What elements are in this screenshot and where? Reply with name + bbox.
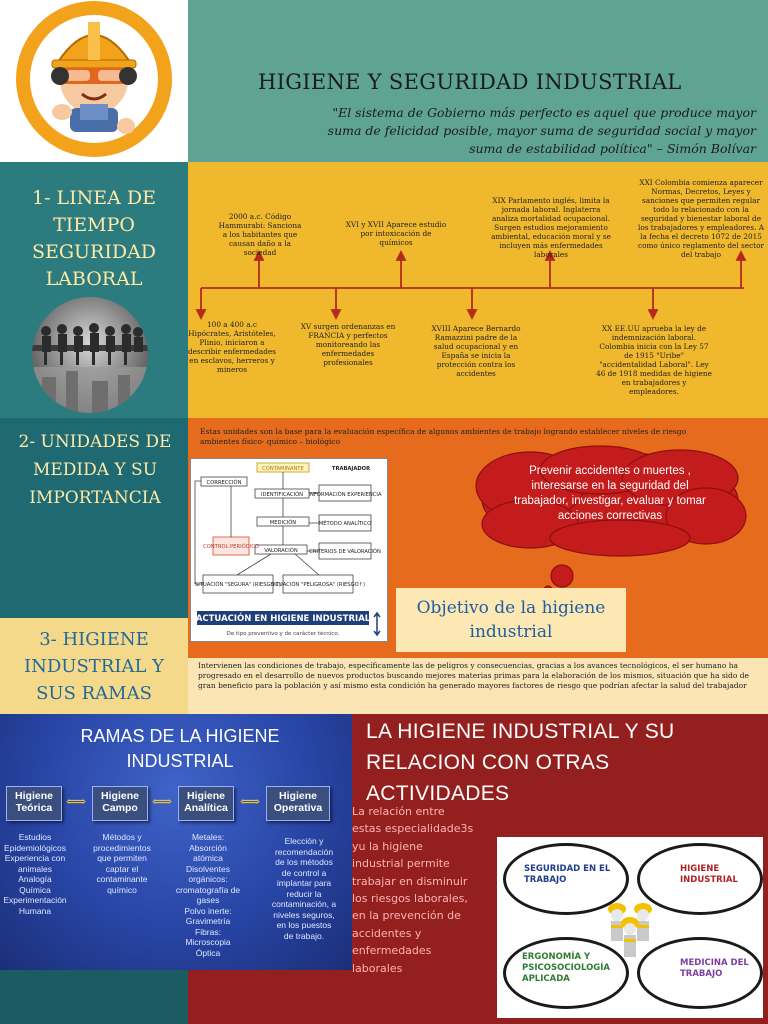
branch-desc-line: reducir la	[286, 888, 322, 899]
relacion-text-line: industrial permite	[352, 857, 450, 871]
branch-desc-line: gases	[196, 895, 220, 905]
oval-line: TRABAJO	[524, 875, 567, 885]
branch-desc-line: en los puestos	[276, 920, 332, 930]
workers-group-icon	[595, 895, 665, 965]
section3-text: Intervienen las condiciones de trabajo, específicamente las de peligros y consecuencias, gracias a los avances tecnológicos, el ser humano ha progresado en el desarrollo de nuevos productos buscando mejores materias primas para la elaboración de los mismos, situación que ha sido de gran beneficio para la población y así mismo esta condición ha generado mayores factores de riesgo que podrían afectar la salud del trabajador	[198, 661, 749, 690]
relacion-text-line: trabajar en disminuir	[352, 874, 468, 888]
timeline-event-xviii: XVIII Aparece Bernardo Ramazzini padre de la salud ocupacional y en España se inicia la protección contra los accidentes	[431, 324, 521, 378]
section1-title-line: TIEMPO	[53, 214, 135, 236]
diag-peligrosa: SITUACIÓN "PELIGROSA" (RIESGO↑)	[270, 582, 366, 588]
branch-desc-line: Polvo inerte:	[184, 905, 232, 916]
branch-desc-line: Epidemiológicos	[4, 842, 66, 853]
ramas-title-line: RAMAS DE LA HIGIENE	[80, 726, 280, 746]
double-arrow-icon: ⟺	[239, 794, 261, 810]
branch-desc-line: captar el	[105, 863, 139, 874]
branch-label-line: Higiene	[279, 790, 317, 802]
timeline-event-xv: XV surgen ordenanzas en FRANCIA y perfectos monitoreando las enfermedades profesionales	[300, 322, 396, 367]
branch-desc-line: Química	[19, 884, 51, 895]
diag-subfooter: De tipo preventivo y de carácter técnico.	[226, 631, 340, 637]
oval-line: MEDICINA DEL	[680, 958, 749, 968]
section2-intro-text: Estas unidades son la base para la evaluación específica de algunos ambientes de trabajo logrando establecer niveles de riesgo ambientes físico- químico – biológico	[200, 427, 687, 446]
branch-higiene-teorica	[6, 786, 62, 821]
branch-desc-line: de los métodos	[275, 857, 333, 867]
diag-identificacion: IDENTIFICACIÓN	[260, 492, 304, 498]
section3-title-line: INDUSTRIAL Y	[23, 656, 165, 677]
relacion-title-line: LA HIGIENE INDUSTRIAL Y SU	[366, 720, 675, 743]
branch-desc-line: contaminante	[96, 874, 148, 884]
branch-label-line: Campo	[102, 802, 138, 814]
branch-desc-line: Experimentación	[3, 895, 67, 905]
relacion-text-line: enfermedades	[352, 944, 432, 958]
ramas-title-line: INDUSTRIAL	[126, 751, 234, 771]
ramas-title	[20, 724, 340, 774]
branch-desc-line: contaminación, a	[271, 899, 337, 909]
branch-desc-line: Microscopia	[185, 937, 231, 947]
double-arrow-icon: ⟺	[151, 794, 173, 810]
branch-desc-line: cromatografía de	[175, 884, 241, 895]
branch-desc-line: Fibras:	[195, 926, 221, 937]
branch-desc-line: Gravimetría	[185, 916, 231, 926]
cloud-objective-text: Prevenir accidentes o muertes , interesarse en la seguridad del trabajador, investigar, evaluar y tomar acciones correctivas	[514, 465, 706, 522]
workers-photo	[32, 297, 148, 413]
branch-desc-line: Elección y	[284, 836, 324, 846]
branch-desc-line: niveles seguros,	[273, 909, 335, 920]
section1-title-line: SEGURIDAD	[31, 241, 157, 263]
relacion-text-line: yu la higiene	[352, 839, 423, 853]
section3-title-line: 3- HIGIENE	[39, 629, 149, 650]
branch-higiene-campo	[92, 786, 148, 821]
diag-footer: ACTUACIÓN EN HIGIENE INDUSTRIAL	[195, 614, 371, 624]
oval-line: PSICOSOCIOLOGÍA	[522, 963, 611, 973]
diag-metodo: MÉTODO ANALÍTICO	[318, 521, 372, 527]
branch-higiene-operativa	[266, 786, 330, 821]
relacion-text-line: accidentes y	[352, 926, 422, 940]
relacion-text-line: laborales	[352, 961, 403, 975]
branch-teorica-desc	[0, 832, 70, 916]
bolivar-quote: "El sistema de Gobierno más perfecto es aquel que produce mayor suma de felicidad posible, mayor suma de seguridad social y mayor suma de estabilidad política" – Simón Bolívar	[327, 105, 756, 156]
section3-title	[0, 626, 188, 707]
branch-label-line: Higiene	[15, 790, 53, 802]
branch-desc-line: Experiencia con	[4, 853, 66, 863]
relacion-text-line: La relación entre	[352, 805, 445, 818]
branch-desc-line: que permiten	[97, 853, 147, 863]
branch-desc-line: de trabajo.	[283, 930, 325, 941]
diag-medicion: MEDICIÓN	[269, 520, 297, 526]
higiene-flow-diagram	[190, 458, 388, 642]
branch-label-line: Teórica	[15, 802, 53, 814]
branch-desc-line: animales	[17, 863, 53, 874]
section1-title-line: 1- LINEA DE	[31, 187, 157, 209]
branch-analitica-desc	[168, 832, 248, 958]
worker-mascot-logo	[0, 0, 188, 162]
timeline-event-xvi-xvii: XVI y XVII Aparece estudio por intoxicación de químicos	[345, 220, 447, 247]
branch-desc-line: implantar para	[276, 878, 332, 888]
branch-label-line: Higiene	[187, 790, 225, 802]
branch-desc-line: de control a	[281, 867, 327, 878]
section2-title-line: MEDIDA Y SU	[32, 460, 158, 480]
section2-title	[4, 428, 186, 512]
diag-contaminante: CONTAMINANTE	[262, 466, 304, 472]
section3-title-line: SUS RAMAS	[36, 683, 152, 704]
oval-line: APLICADA	[522, 974, 570, 984]
branch-campo-desc	[84, 832, 160, 895]
branch-label-line: Higiene	[101, 790, 139, 802]
branch-desc-line: procedimientos	[93, 842, 151, 853]
branch-desc-line: orgánicos:	[188, 874, 228, 884]
branch-desc-line: Óptica	[195, 947, 221, 958]
oval-line: ERGONOMÍA Y	[522, 952, 591, 962]
diag-correccion: CORRECCIÓN	[206, 480, 242, 486]
diag-criterios: CRITERIOS DE VALORACIÓN	[309, 549, 381, 555]
branch-desc-line: Estudios	[18, 832, 52, 842]
relacion-title	[366, 716, 766, 809]
oval-line: INDUSTRIAL	[680, 875, 738, 885]
section1-title-line: LABORAL	[45, 268, 143, 290]
timeline-event-xx: XX EE.UU aprueba la ley de indemnización laboral. Colombia inicia con la Ley 57 de 1915 "Uribe" "accidentalidad Laboral". Ley 46 de 1918 medidas de higiene en trabajadores y empleadores.	[596, 324, 712, 396]
oval-line: SEGURIDAD EN EL	[524, 864, 611, 874]
timeline-panel	[188, 162, 768, 418]
timeline-event-hammurabi: 2000 a.c. Código Hammurabi: Sanciona a los habitantes que causan daño a la sociedad	[218, 212, 302, 257]
branch-label-line: Operativa	[273, 802, 323, 814]
relacion-text-line: los riesgos laborales,	[352, 892, 468, 906]
relacion-text-line: estas especialidade3s	[352, 822, 474, 836]
relacion-diagram	[497, 837, 763, 1018]
timeline-event-hipocrates: 100 a 400 a.c Hipócrates, Aristóteles, Plinio, iniciaron a describir enfermedades en esclavos, herreros y mineros	[188, 320, 276, 374]
diag-info: INFORMACIÓN EXPERIENCIA	[308, 492, 382, 498]
branch-operativa-desc	[262, 836, 346, 941]
double-arrow-icon: ⟺	[65, 794, 87, 810]
relacion-title-line: RELACION CON OTRAS	[366, 751, 610, 774]
branch-desc-line: Analogía	[18, 874, 52, 884]
branch-desc-line: Absorción	[189, 842, 227, 853]
relacion-text	[352, 803, 492, 977]
logo-panel	[0, 0, 188, 162]
section1-title	[10, 185, 178, 293]
section2-title-line: 2- UNIDADES DE	[18, 432, 172, 452]
branch-higiene-analitica	[178, 786, 234, 821]
relacion-text-line: en la prevención de	[352, 909, 461, 923]
branch-desc-line: Métodos y	[102, 832, 142, 842]
branch-desc-line: Disolventes	[186, 863, 230, 874]
branch-desc-line: Metales:	[191, 832, 225, 842]
branch-label-line: Analítica	[184, 802, 228, 814]
objetivo-title: Objetivo de la higiene industrial	[416, 598, 606, 642]
section2-title-line: IMPORTANCIA	[29, 488, 161, 508]
footer-strip-mid	[188, 970, 352, 1024]
diag-segura: SITUACIÓN "SEGURA" (RIESGO↓)	[195, 582, 281, 588]
timeline-event-xxi: XXI Colombia comienza aparecer Normas, Decretos, Leyes y sanciones que permiten regular todo lo relacionado con la seguridad y bienestar laboral de los trabajadores y empleadores. A la fecha el decreto 1072 de 2015 como único reglamento del sector del trabajo	[637, 178, 764, 259]
branch-desc-line: atómica	[193, 853, 223, 863]
footer-strip-left	[0, 970, 188, 1024]
diag-trabajador: TRABAJADOR	[331, 466, 371, 472]
diag-valoracion: VALORACIÓN	[264, 548, 298, 554]
diag-control: CONTROL PERIÓDICO	[203, 544, 259, 550]
timeline-event-xix: XIX Parlamento inglés, limita la jornada laboral. Inglaterra analiza mortalidad ocupacional. Surgen estudios mejoramiento ambiental, educación moral y se incluyen más enfermedades laborales	[491, 196, 611, 259]
oval-line: HIGIENE	[680, 864, 720, 874]
relacion-title-line: ACTIVIDADES	[366, 782, 510, 805]
oval-line: TRABAJO	[680, 969, 723, 979]
branch-desc-line: recomendación	[274, 846, 334, 857]
branch-desc-line: Humana	[18, 905, 52, 916]
page-title: HIGIENE Y SEGURIDAD INDUSTRIAL	[258, 70, 682, 94]
branch-desc-line: químico	[107, 884, 137, 895]
